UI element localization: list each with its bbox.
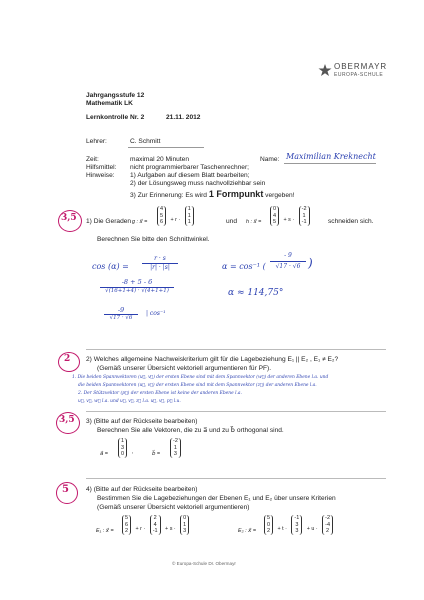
task1-tail: schneiden sich.: [328, 218, 374, 225]
task3-line1: 3) (Bitte auf der Rückseite bearbeiten): [86, 418, 198, 425]
task4-line2: Bestimmen Sie die Lagebeziehungen der Ebenen E₁ und E₂ über unsere Kriterien: [97, 495, 336, 502]
aids-label: Hilfsmittel:: [86, 164, 117, 171]
hw-frac-num: r · s: [154, 255, 166, 262]
score-task-2: 2: [64, 354, 71, 364]
test-label: Lernkontrolle Nr. 2: [86, 114, 145, 121]
time-label: Zeit:: [86, 156, 99, 163]
g-vec1: 4 5 6: [157, 206, 166, 226]
grade-label: Jahrgangsstufe 12: [86, 92, 145, 99]
h-vec1: 0 4 5: [270, 206, 279, 226]
task1-g-label: g : x⃗ =: [132, 219, 148, 225]
score-task-1: 3,5: [61, 213, 77, 223]
hw-step3-num: -9: [117, 306, 125, 314]
task3-a-label: a⃗ =: [100, 451, 108, 457]
footer-copyright: © Europa-Schule Dr. Obermayr: [172, 561, 236, 566]
task1-h-label: h : x⃗ =: [246, 219, 262, 225]
task1-g-vector-1: 4 5 6 + r · 1 1 1: [157, 206, 194, 228]
task4-line3: (Gemäß unserer Übersicht vektoriell argumentieren): [97, 504, 250, 511]
hw-step2-num: -8 + 5 - 6: [121, 278, 153, 286]
note-3: 3) Zur Erinnerung: Es wird 1 Formpunkt vergeben!: [130, 189, 295, 199]
time-value: maximal 20 Minuten: [130, 156, 190, 163]
task3-b-label: b⃗ =: [152, 451, 161, 457]
task2-line2: (Gemäß unserer Übersicht vektoriell argumentieren für PF).: [97, 365, 272, 372]
aids-value: nicht programmierbarer Taschenrechner;: [130, 164, 249, 171]
g-vec2: 1 1 1: [185, 206, 194, 226]
task2-hw-3: 2. Der Stützvektor (p⃗) der ersten Ebene ist keine der anderen Ebene l.a.: [78, 391, 242, 396]
separator-2: [86, 349, 386, 350]
task4-e1-label: E₁ : x⃗ =: [96, 528, 114, 534]
hw-result: α ≈ 114,75°: [228, 288, 284, 298]
hw-alpha-num: - 9: [284, 252, 292, 259]
task1-and: und: [226, 218, 238, 225]
separator-3: [86, 411, 386, 412]
hw-cos-inv: | cos⁻¹: [146, 310, 166, 317]
task2-hw-2: die beiden Spannvektoren (u⃗, v⃗) der ersten Ebene sind mit dem Spannvektor (z⃗) der anderen Ebene l.a.: [78, 383, 317, 388]
hw-alpha-close: ): [308, 256, 313, 270]
task3-a-vector: 1 3 0 ,: [118, 438, 133, 460]
star-icon: [318, 64, 332, 76]
hw-frac-den: |r| · |s|: [150, 264, 170, 271]
name-underline: [284, 163, 376, 164]
task4-line1: 4) (Bitte auf der Rückseite bearbeiten): [86, 486, 198, 493]
name-label: Name:: [260, 156, 280, 163]
task4-e1-vectors: 5 6 2 + r · 2 4 -1 + s · 0 1 3: [122, 515, 189, 537]
score-task-3: 3,5: [59, 415, 75, 425]
task2-hw-4: u⃗, v⃗, w⃗ l.a. und u⃗, v⃗, z⃗ l.a. u⃗, v⃗, p⃗ l.u.: [78, 399, 181, 404]
hw-alpha-bar: [270, 261, 306, 262]
task2-line1: 2) Welches allgemeine Nachweiskriterium gilt für die Lagebeziehung E₁ || E₂ , E₁ ≠ E₂?: [86, 356, 339, 363]
hw-cos: cos (α) =: [92, 262, 129, 271]
student-name: Maximilian Kreknecht: [286, 152, 376, 161]
task1-line2: Berechnen Sie bitte den Schnittwinkel.: [97, 236, 210, 243]
task1-h-vectors: 0 4 5 + s · -2 1 -1: [270, 206, 310, 228]
note-2: 2) der Lösungsweg muss nachvollziehbar sein: [130, 180, 266, 187]
task1-intro: 1) Die Geraden: [86, 218, 132, 225]
task4-e2-vectors: 5 0 2 + t · -1 3 3 + u · -2 -4 2: [264, 515, 333, 537]
hw-step3-den: √17 · √6: [109, 315, 133, 321]
task2-hw-1: 1. Die beiden Spannvektoren (u⃗, v⃗) der ersten Ebene sind mit dem Spannvektor (w⃗) der anderen Ebene l.a. und: [72, 375, 329, 380]
teacher-value: C. Schmitt: [130, 138, 161, 145]
teacher-label: Lehrer:: [86, 138, 107, 145]
notes-label: Hinweise:: [86, 172, 115, 179]
teacher-underline: [128, 147, 204, 148]
task3-b-vector: -2 1 3: [170, 438, 181, 460]
course-label: Mathematik LK: [86, 100, 133, 107]
school-subtitle: EUROPA-SCHULE: [334, 72, 384, 78]
hw-step2-den: √(16+1+4) · √(4+1+1): [105, 288, 169, 294]
date-label: 21.11. 2012: [166, 114, 201, 121]
school-name: OBERMAYR: [334, 62, 388, 71]
separator-4: [86, 478, 386, 479]
h-vec2: -2 1 -1: [299, 206, 310, 226]
note-1: 1) Aufgaben auf diesem Blatt bearbeiten;: [130, 172, 250, 179]
hw-alpha-den: √17 · √6: [275, 263, 301, 270]
score-task-4: 5: [62, 484, 69, 495]
task3-line2: Berechnen Sie alle Vektoren, die zu a⃗ und zu b⃗ orthogonal sind.: [97, 427, 284, 434]
task4-e2-label: E₂ : x⃗ =: [238, 528, 256, 534]
hw-alpha: α = cos⁻¹ (: [222, 262, 266, 271]
